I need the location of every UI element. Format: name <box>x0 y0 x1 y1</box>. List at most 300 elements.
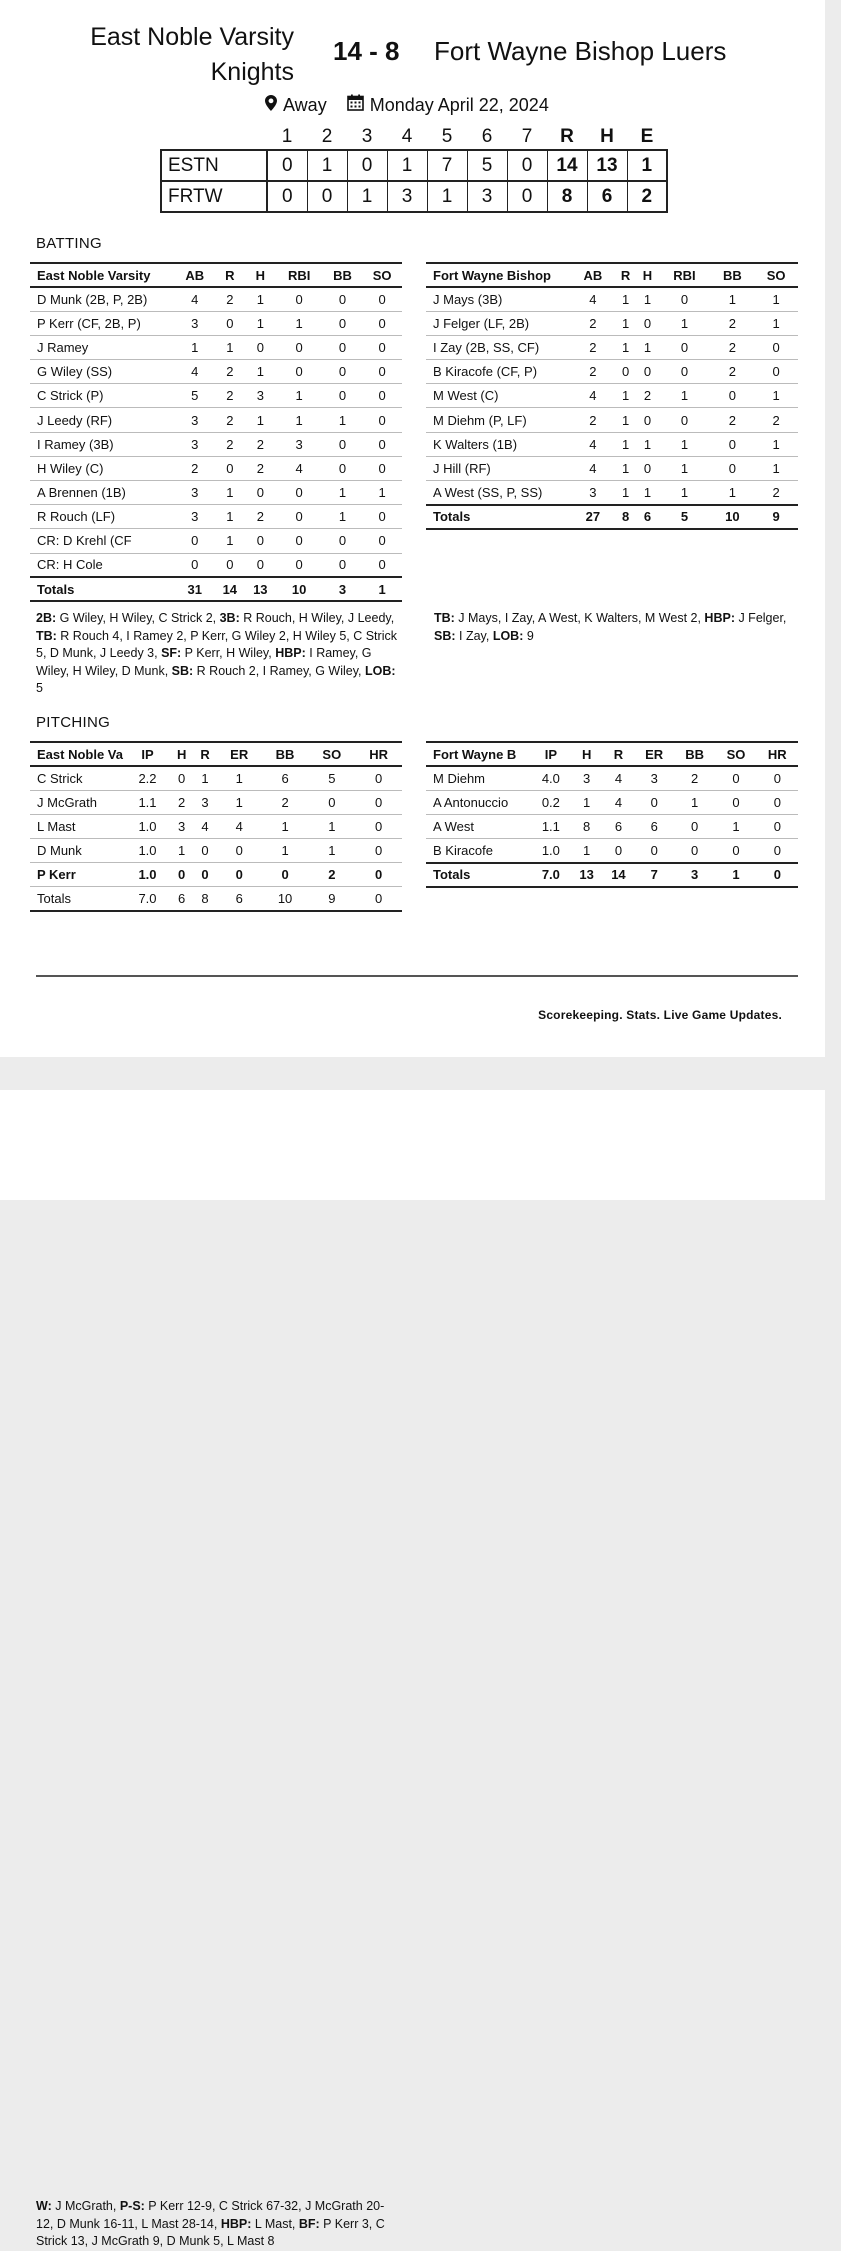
home-batting-row <box>30 456 402 480</box>
away-batting-header-row <box>426 263 798 287</box>
away-batting-stat: 4 <box>571 287 615 311</box>
home-batting-stat: 2 <box>215 432 245 456</box>
away-pitching-stat: 8 <box>571 814 603 838</box>
away-pitching-totals-row <box>426 863 798 887</box>
home-pitching-stat: 4 <box>193 814 216 838</box>
home-batting-note-text: R Rouch 4, I Ramey 2, P Kerr, G Wiley 2, H Wiley 5, C Strick 5, D Munk, J Leedy 3, <box>36 628 397 660</box>
home-batting-stat: 1 <box>215 481 245 505</box>
home-batting-column-header: H <box>245 263 275 287</box>
home-batting-player: CR: H Cole <box>30 553 175 577</box>
away-pitching-column-header: IP <box>531 742 571 766</box>
away-pitching-stat: 1 <box>571 839 603 863</box>
home-pitching-player: D Munk <box>30 839 125 863</box>
home-pitching-column-header: HR <box>355 742 402 766</box>
away-batting-stat: 1 <box>615 481 637 505</box>
away-pitching-total: 0 <box>757 863 798 887</box>
rhe-header: R <box>560 125 574 147</box>
home-batting-stat: 1 <box>215 529 245 553</box>
away-pitching-column-header: R <box>603 742 635 766</box>
linescore-h: 6 <box>587 181 627 212</box>
home-pitching-stat: 1 <box>217 790 262 814</box>
away-batting-stat: 1 <box>637 432 659 456</box>
away-batting-row <box>426 360 798 384</box>
pitching-note-text: P Kerr 12-9, C Strick 67-32, J McGrath 20-12, D Munk 16-11, L Mast 28-14, <box>36 2199 385 2231</box>
home-batting-stat: 1 <box>276 408 323 432</box>
inning-header: 7 <box>521 125 533 147</box>
home-batting-stat: 2 <box>245 505 275 529</box>
away-batting-stat: 1 <box>658 384 710 408</box>
home-pitching-stat: 0 <box>355 790 402 814</box>
pitching-note-label: P-S: <box>119 2199 145 2213</box>
away-batting-stat: 1 <box>615 287 637 311</box>
away-pitching-stat: 0 <box>674 814 715 838</box>
home-batting-player: G Wiley (SS) <box>30 360 175 384</box>
away-pitching-stat: 4 <box>603 766 635 790</box>
inning-runs: 0 <box>347 150 387 181</box>
home-pitching-column-header: BB <box>262 742 309 766</box>
linescore-e: 1 <box>627 150 667 181</box>
away-pitching-table <box>426 741 798 888</box>
home-pitching-player: P Kerr <box>30 863 125 887</box>
home-batting-stat: 2 <box>215 408 245 432</box>
home-batting-stat: 2 <box>175 456 215 480</box>
home-batting-row <box>30 432 402 456</box>
home-pitching-total: 7.0 <box>125 887 170 911</box>
home-pitching-row <box>30 863 402 887</box>
away-batting-stat: 0 <box>615 360 637 384</box>
home-batting-stat: 3 <box>175 481 215 505</box>
away-batting-player: J Hill (RF) <box>426 456 571 480</box>
home-pitching-stat: 0 <box>355 766 402 790</box>
away-batting-column-header: H <box>637 263 659 287</box>
home-pitching-stat: 1 <box>193 766 216 790</box>
home-batting-stat: 1 <box>245 360 275 384</box>
inning-runs: 0 <box>507 181 547 212</box>
home-pitching-stat: 1.0 <box>125 863 170 887</box>
home-batting-row <box>30 311 402 335</box>
away-batting-note-text: I Zay, <box>455 628 493 643</box>
inning-runs: 0 <box>507 150 547 181</box>
away-team-name: Fort Wayne Bishop Luers <box>434 36 727 66</box>
away-batting-stat: 1 <box>658 432 710 456</box>
home-batting-row <box>30 287 402 311</box>
away-batting-stat: 2 <box>571 335 615 359</box>
away-batting-stat: 1 <box>658 456 710 480</box>
home-batting-stat: 0 <box>276 335 323 359</box>
inning-runs: 3 <box>467 181 507 212</box>
home-pitching-stat: 2 <box>262 790 309 814</box>
away-batting-player: I Zay (2B, SS, CF) <box>426 335 571 359</box>
away-pitching-stat: 1 <box>674 790 715 814</box>
away-batting-stat: 1 <box>637 335 659 359</box>
home-batting-stat: 0 <box>362 360 402 384</box>
home-pitching-stat: 1 <box>170 839 193 863</box>
home-pitching-total: 6 <box>217 887 262 911</box>
home-batting-stat: 3 <box>175 408 215 432</box>
away-batting-stat: 1 <box>711 287 755 311</box>
away-pitching-stat: 0 <box>715 790 756 814</box>
linescore-team: ESTN <box>161 150 267 181</box>
home-batting-notes <box>36 610 404 698</box>
game-location: Away <box>283 94 327 115</box>
home-batting-totals-label: Totals <box>30 577 175 601</box>
home-batting-player: CR: D Krehl (CF <box>30 529 175 553</box>
home-batting-column-header: BB <box>323 263 363 287</box>
away-batting-stat: 1 <box>615 432 637 456</box>
home-pitching-player: J McGrath <box>30 790 125 814</box>
home-batting-note-label: 3B: <box>219 611 240 625</box>
home-pitching-column-header: R <box>193 742 216 766</box>
home-pitching-header-row <box>30 742 402 766</box>
away-batting-stat: 1 <box>615 311 637 335</box>
home-batting-row <box>30 335 402 359</box>
home-pitching-stat: 1.0 <box>125 839 170 863</box>
away-batting-row <box>426 384 798 408</box>
away-batting-row <box>426 481 798 505</box>
away-pitching-column-header: ER <box>634 742 674 766</box>
home-pitching-stat: 1.0 <box>125 814 170 838</box>
home-batting-table <box>30 262 402 602</box>
away-batting-note-label: LOB: <box>492 628 524 643</box>
linescore-r: 8 <box>547 181 587 212</box>
home-batting-stat: 0 <box>276 505 323 529</box>
home-pitching-stat: 1 <box>308 839 355 863</box>
home-batting-total: 31 <box>175 577 215 601</box>
away-batting-note-text: 9 <box>523 628 534 643</box>
away-batting-stat: 1 <box>637 287 659 311</box>
home-pitching-row <box>30 790 402 814</box>
home-batting-note-text: R Rouch, H Wiley, J Leedy, <box>239 611 395 625</box>
away-pitching-total: 14 <box>603 863 635 887</box>
away-batting-stat: 0 <box>711 432 755 456</box>
away-pitching-total: 1 <box>715 863 756 887</box>
away-pitching-stat: 0 <box>715 839 756 863</box>
home-batting-stat: 0 <box>323 360 363 384</box>
home-batting-note-label: SF: <box>161 646 182 660</box>
away-batting-column-header: SO <box>754 263 798 287</box>
away-pitching-stat: 0 <box>757 766 798 790</box>
home-batting-note-text: P Kerr, H Wiley, <box>181 646 276 660</box>
away-batting-stat: 2 <box>637 384 659 408</box>
home-batting-stat: 0 <box>245 335 275 359</box>
home-batting-stat: 3 <box>276 432 323 456</box>
away-batting-stat: 4 <box>571 456 615 480</box>
away-batting-row <box>426 456 798 480</box>
away-batting-row <box>426 432 798 456</box>
home-batting-stat: 0 <box>276 360 323 384</box>
away-batting-stat: 2 <box>754 481 798 505</box>
home-pitching-column-header: SO <box>308 742 355 766</box>
home-batting-note-text: R Rouch 2, I Ramey, G Wiley, <box>193 663 366 678</box>
home-batting-row <box>30 481 402 505</box>
away-pitching-stat: 0.2 <box>531 790 571 814</box>
home-batting-stat: 3 <box>175 311 215 335</box>
away-pitching-stat: 1 <box>715 814 756 838</box>
away-batting-stat: 2 <box>571 360 615 384</box>
home-batting-stat: 0 <box>362 287 402 311</box>
away-batting-stat: 2 <box>711 408 755 432</box>
away-pitching-stat: 3 <box>571 766 603 790</box>
home-pitching-player: L Mast <box>30 814 125 838</box>
home-batting-player: J Leedy (RF) <box>30 408 175 432</box>
away-pitching-stat: 0 <box>757 839 798 863</box>
home-pitching-stat: 1 <box>262 839 309 863</box>
calendar-icon <box>347 94 364 116</box>
final-score: 14 - 8 <box>333 36 400 66</box>
home-batting-column-header: AB <box>175 263 215 287</box>
home-pitching-total: 8 <box>193 887 216 911</box>
away-pitching-column-header: HR <box>757 742 798 766</box>
away-pitching-stat: 0 <box>715 766 756 790</box>
away-pitching-stat: 0 <box>634 790 674 814</box>
home-batting-note-text: G Wiley, H Wiley, C Strick 2, <box>56 611 220 625</box>
home-batting-player: I Ramey (3B) <box>30 432 175 456</box>
away-batting-total: 5 <box>658 505 710 529</box>
home-pitching-stat: 1 <box>308 814 355 838</box>
home-pitching-stat: 0 <box>193 839 216 863</box>
home-batting-stat: 0 <box>175 553 215 577</box>
home-batting-stat: 0 <box>362 505 402 529</box>
home-batting-stat: 1 <box>215 505 245 529</box>
home-batting-player: D Munk (2B, P, 2B) <box>30 287 175 311</box>
away-batting-note-label: SB: <box>434 628 456 643</box>
away-batting-column-header: R <box>615 263 637 287</box>
away-batting-row <box>426 287 798 311</box>
inning-runs: 5 <box>467 150 507 181</box>
home-batting-stat: 5 <box>175 384 215 408</box>
home-batting-row <box>30 529 402 553</box>
away-batting-stat: 2 <box>571 311 615 335</box>
home-pitching-stat: 0 <box>262 863 309 887</box>
home-batting-stat: 1 <box>175 335 215 359</box>
away-batting-player: M Diehm (P, LF) <box>426 408 571 432</box>
home-batting-stat: 1 <box>245 311 275 335</box>
home-batting-note-label: LOB: <box>365 663 396 678</box>
away-pitching-stat: 0 <box>603 839 635 863</box>
away-pitching-stat: 0 <box>634 839 674 863</box>
inning-runs: 1 <box>307 150 347 181</box>
home-batting-player: C Strick (P) <box>30 384 175 408</box>
home-batting-total: 10 <box>276 577 323 601</box>
home-batting-stat: 2 <box>215 360 245 384</box>
home-batting-stat: 0 <box>245 529 275 553</box>
linescore <box>160 124 668 213</box>
away-pitching-stat: 6 <box>634 814 674 838</box>
footer-tagline: Scorekeeping. Stats. Live Game Updates. <box>538 1008 782 1022</box>
inning-runs: 0 <box>267 150 307 181</box>
away-batting-total: 6 <box>637 505 659 529</box>
linescore-row <box>161 150 667 181</box>
home-pitching-stat: 0 <box>355 863 402 887</box>
home-batting-stat: 0 <box>215 311 245 335</box>
away-batting-totals-row <box>426 505 798 529</box>
home-batting-stat: 1 <box>276 384 323 408</box>
home-pitching-row <box>30 814 402 838</box>
home-batting-row <box>30 384 402 408</box>
home-batting-player: R Rouch (LF) <box>30 505 175 529</box>
away-pitching-player: B Kiracofe <box>426 839 531 863</box>
away-pitching-total: 3 <box>674 863 715 887</box>
away-pitching-stat: 4 <box>603 790 635 814</box>
linescore-e: 2 <box>627 181 667 212</box>
home-pitching-total: 9 <box>308 887 355 911</box>
away-pitching-stat: 0 <box>757 814 798 838</box>
inning-header: 3 <box>361 125 373 147</box>
home-batting-stat: 0 <box>276 481 323 505</box>
away-batting-stat: 0 <box>754 360 798 384</box>
home-batting-stat: 0 <box>323 287 363 311</box>
home-pitching-table <box>30 741 402 912</box>
home-pitching-stat: 0 <box>355 814 402 838</box>
home-pitching-stat: 0 <box>193 863 216 887</box>
linescore-row <box>161 181 667 212</box>
away-batting-stat: 1 <box>658 481 710 505</box>
away-pitching-stat: 0 <box>757 790 798 814</box>
home-batting-stat: 0 <box>276 529 323 553</box>
home-batting-stat: 0 <box>175 529 215 553</box>
away-batting-total: 10 <box>711 505 755 529</box>
home-batting-stat: 0 <box>362 384 402 408</box>
away-batting-player: J Felger (LF, 2B) <box>426 311 571 335</box>
inning-runs: 0 <box>267 181 307 212</box>
game-meta <box>265 94 549 116</box>
away-batting-stat: 0 <box>754 335 798 359</box>
rhe-header: E <box>640 125 654 147</box>
away-batting-stat: 0 <box>711 384 755 408</box>
home-batting-stat: 4 <box>276 456 323 480</box>
home-pitching-column-header: IP <box>125 742 170 766</box>
home-pitching-stat: 0 <box>170 766 193 790</box>
home-pitching-totals-row <box>30 887 402 911</box>
pitching-note-label: BF: <box>298 2216 320 2231</box>
home-batting-stat: 0 <box>245 553 275 577</box>
away-batting-stat: 0 <box>658 360 710 384</box>
home-batting-note-label: TB: <box>36 628 57 643</box>
home-pitching-total: 10 <box>262 887 309 911</box>
away-batting-total: 8 <box>615 505 637 529</box>
away-batting-column-header: AB <box>571 263 615 287</box>
home-batting-column-header: R <box>215 263 245 287</box>
away-pitching-column-header: H <box>571 742 603 766</box>
away-batting-row <box>426 335 798 359</box>
pitching-notes <box>36 2198 396 2251</box>
home-batting-total: 13 <box>245 577 275 601</box>
home-batting-stat: 2 <box>215 287 245 311</box>
home-pitching-stat: 4 <box>217 814 262 838</box>
home-batting-stat: 0 <box>362 553 402 577</box>
away-pitching-stat: 3 <box>634 766 674 790</box>
linescore-r: 14 <box>547 150 587 181</box>
away-pitching-total: 13 <box>571 863 603 887</box>
home-batting-stat: 1 <box>323 481 363 505</box>
home-batting-row <box>30 408 402 432</box>
inning-runs: 1 <box>427 181 467 212</box>
home-pitching-stat: 0 <box>170 863 193 887</box>
home-batting-stat: 4 <box>175 287 215 311</box>
linescore-h: 13 <box>587 150 627 181</box>
home-pitching-stat: 0 <box>308 790 355 814</box>
home-batting-stat: 0 <box>323 529 363 553</box>
game-date: Monday April 22, 2024 <box>369 94 549 115</box>
home-batting-stat: 1 <box>245 408 275 432</box>
away-batting-note-text: J Mays, I Zay, A West, K Walters, M West 2, <box>454 611 705 625</box>
home-batting-stat: 0 <box>323 456 363 480</box>
home-batting-team-header: East Noble Varsity <box>30 263 175 287</box>
away-pitching-row <box>426 790 798 814</box>
away-pitching-row <box>426 839 798 863</box>
away-batting-totals-label: Totals <box>426 505 571 529</box>
home-batting-column-header: SO <box>362 263 402 287</box>
map-pin-icon <box>265 95 277 116</box>
away-pitching-player: A West <box>426 814 531 838</box>
away-batting-player: M West (C) <box>426 384 571 408</box>
home-batting-row <box>30 553 402 577</box>
home-batting-player: A Brennen (1B) <box>30 481 175 505</box>
home-batting-note-text: 5 <box>36 681 43 695</box>
home-batting-stat: 0 <box>362 408 402 432</box>
home-pitching-stat: 0 <box>217 863 262 887</box>
away-pitching-team-header: Fort Wayne B <box>426 742 531 766</box>
home-batting-stat: 0 <box>215 553 245 577</box>
home-batting-stat: 0 <box>215 456 245 480</box>
away-batting-stat: 0 <box>658 335 710 359</box>
away-batting-stat: 2 <box>571 408 615 432</box>
away-batting-player: A West (SS, P, SS) <box>426 481 571 505</box>
away-batting-stat: 2 <box>754 408 798 432</box>
home-batting-stat: 0 <box>362 432 402 456</box>
home-batting-stat: 0 <box>276 553 323 577</box>
home-pitching-stat: 2 <box>308 863 355 887</box>
away-pitching-stat: 2 <box>674 766 715 790</box>
home-batting-stat: 4 <box>175 360 215 384</box>
away-batting-player: K Walters (1B) <box>426 432 571 456</box>
away-pitching-column-header: BB <box>674 742 715 766</box>
away-pitching-stat: 1.0 <box>531 839 571 863</box>
away-batting-stat: 1 <box>754 311 798 335</box>
home-pitching-stat: 3 <box>193 790 216 814</box>
home-batting-stat: 1 <box>323 408 363 432</box>
home-pitching-stat: 6 <box>262 766 309 790</box>
away-pitching-stat: 1 <box>571 790 603 814</box>
footer-divider <box>36 975 798 977</box>
away-batting-stat: 3 <box>571 481 615 505</box>
away-pitching-player: M Diehm <box>426 766 531 790</box>
away-batting-stat: 1 <box>615 384 637 408</box>
home-pitching-stat: 0 <box>355 839 402 863</box>
rhe-header: H <box>600 125 614 147</box>
home-batting-stat: 1 <box>245 287 275 311</box>
home-batting-note-label: 2B: <box>36 611 57 625</box>
inning-header: 2 <box>321 125 333 147</box>
home-pitching-total: 6 <box>170 887 193 911</box>
inning-header: 1 <box>281 125 293 147</box>
away-batting-stat: 1 <box>711 481 755 505</box>
home-batting-stat: 0 <box>323 311 363 335</box>
home-batting-stat: 0 <box>323 553 363 577</box>
home-pitching-stat: 2 <box>170 790 193 814</box>
home-batting-player: P Kerr (CF, 2B, P) <box>30 311 175 335</box>
pitching-note-text: L Mast, <box>251 2216 299 2231</box>
home-pitching-row <box>30 839 402 863</box>
home-batting-player: H Wiley (C) <box>30 456 175 480</box>
away-pitching-stat: 1.1 <box>531 814 571 838</box>
home-batting-totals-row <box>30 577 402 601</box>
away-batting-stat: 2 <box>711 360 755 384</box>
away-batting-column-header: RBI <box>658 263 710 287</box>
home-batting-stat: 0 <box>362 456 402 480</box>
pitching-note-text: J McGrath, <box>51 2199 120 2213</box>
home-pitching-stat: 2.2 <box>125 766 170 790</box>
